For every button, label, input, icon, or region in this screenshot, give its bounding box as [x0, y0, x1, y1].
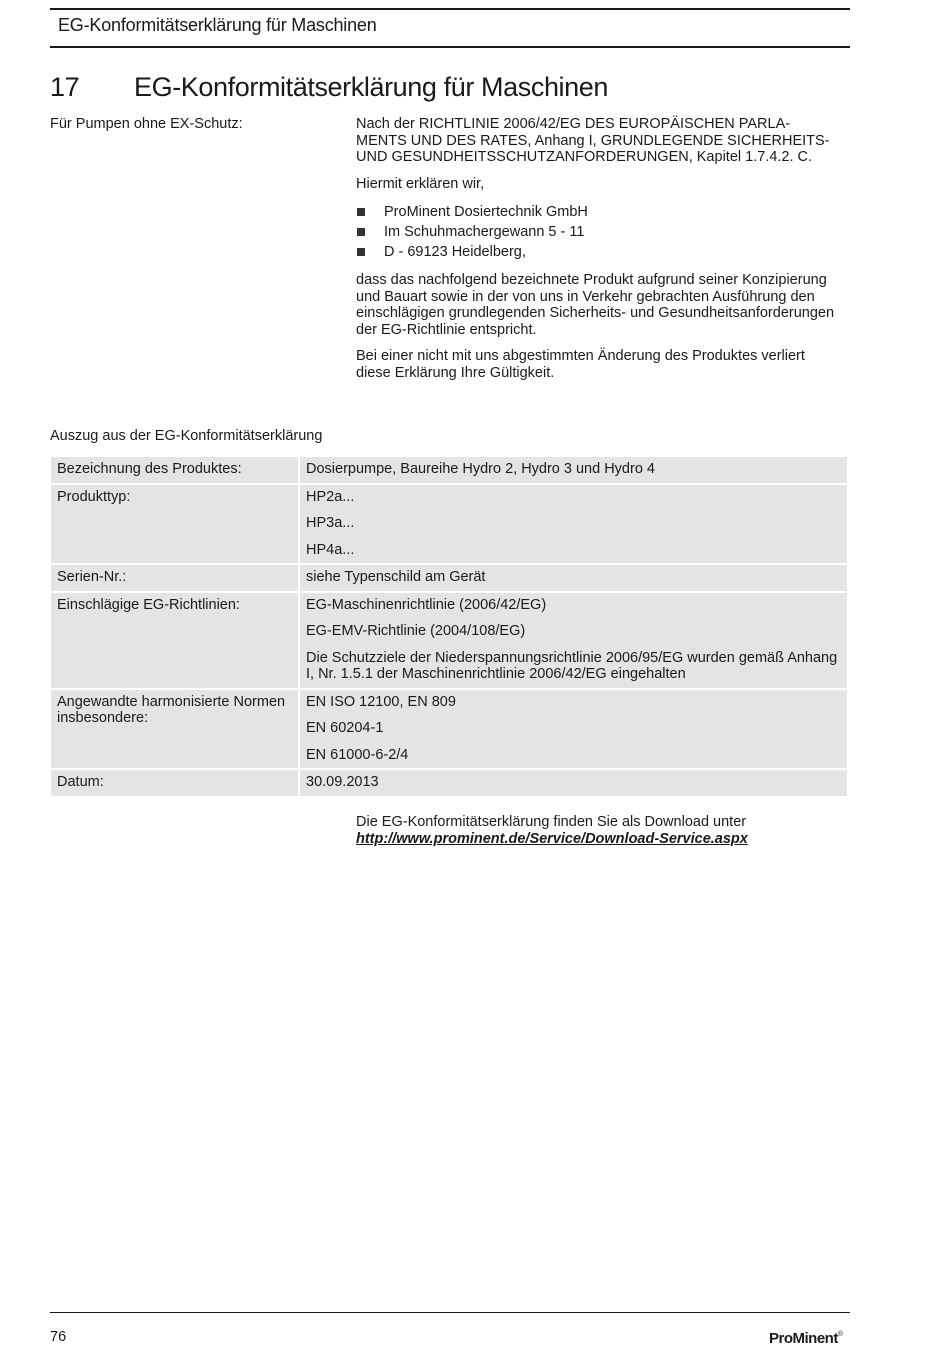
address-item: D - 69123 Heidelberg, [356, 242, 852, 262]
directive-line: Nach der RICHTLINIE 2006/42/EG DES EUROPÄISCHEN PARLA- [356, 116, 791, 132]
address-item: Im Schuhmachergewann 5 - 11 [356, 222, 852, 242]
validity-paragraph: Bei einer nicht mit uns abgestimmten Änderung des Produktes verliert diese Erklärung Ihre Gültigkeit. [356, 348, 805, 381]
page-number: 76 [50, 1329, 67, 1345]
address-item: ProMinent Dosiertechnik GmbH [356, 202, 852, 222]
table-row [51, 457, 847, 483]
directive-paragraph [356, 116, 852, 166]
download-link[interactable]: http://www.prominent.de/Service/Download-Service.aspx [356, 830, 748, 847]
table-row [51, 690, 847, 769]
chapter-title: EG-Konformitätserklärung für Maschinen [134, 72, 609, 102]
registered-mark: ® [837, 1331, 843, 1338]
row-value: Dosierpumpe, Baureihe Hydro 2, Hydro 3 und Hydro 4 [300, 457, 847, 483]
extract-heading: Auszug aus der EG-Konformitätserklärung [50, 428, 323, 444]
footer-rule [50, 1312, 850, 1313]
chapter-number: 17 [50, 72, 80, 102]
row-label: Serien-Nr.: [51, 565, 298, 591]
square-bullet-icon [357, 208, 365, 216]
declaration-table [49, 455, 849, 798]
row-value: siehe Typenschild am Gerät [300, 565, 847, 591]
table-row [51, 593, 847, 688]
row-label: Bezeichnung des Produktes: [51, 457, 298, 483]
side-label: Für Pumpen ohne EX-Schutz: [50, 116, 243, 132]
row-label: Angewandte harmonisierte Normen insbesondere: [51, 690, 298, 769]
row-value: 30.09.2013 [300, 770, 847, 796]
directive-line: UND GESUNDHEITSSCHUTZANFORDERUNGEN, Kapitel 1.7.4.2. C. [356, 149, 813, 165]
row-label: Produkttyp: [51, 485, 298, 564]
intro-block [356, 116, 852, 381]
chapter-heading [50, 72, 608, 103]
statement-paragraph: dass das nachfolgend bezeichnete Produkt aufgrund seiner Konzipierung und Bauart sowie in der von uns in Verkehr gebrachten Ausführung den einschlägigen grundlegenden Sicherheits- und Gesundheitsanforderungen der EG-Richtlinie entspricht. [356, 272, 835, 338]
declare-paragraph: Hiermit erklären wir, [356, 175, 485, 192]
table-row [51, 565, 847, 591]
row-value: EN ISO 12100, EN 809 EN 60204-1 EN 61000-6-2/4 [300, 690, 847, 769]
square-bullet-icon [357, 228, 365, 236]
download-note [356, 814, 748, 847]
table-row [51, 485, 847, 564]
prominent-logo: ProMinent® [769, 1330, 843, 1347]
directive-line: MENTS UND DES RATES, Anhang I, GRUNDLEGENDE SICHERHEITS- [356, 132, 830, 149]
row-value: HP2a... HP3a... HP4a... [300, 485, 847, 564]
square-bullet-icon [357, 248, 365, 256]
download-text: Die EG-Konformitätserklärung finden Sie als Download unter [356, 814, 747, 830]
table-row [51, 770, 847, 796]
header-bottom-rule [50, 46, 850, 48]
row-value: EG-Maschinenrichtlinie (2006/42/EG) EG-EMV-Richtlinie (2004/108/EG) Die Schutzziele der Niederspannungsrichtlinie 2006/95/EG wurden gemäß Anhang I, Nr. 1.5.1 der Maschinenrichtlinie 2006/42/EG eingehalten [300, 593, 847, 688]
running-header-title: EG-Konformitätserklärung für Maschinen [58, 15, 377, 35]
address-list [356, 202, 852, 262]
header-top-rule [50, 8, 850, 10]
row-label: Einschlägige EG-Richtlinien: [51, 593, 298, 688]
row-label: Datum: [51, 770, 298, 796]
